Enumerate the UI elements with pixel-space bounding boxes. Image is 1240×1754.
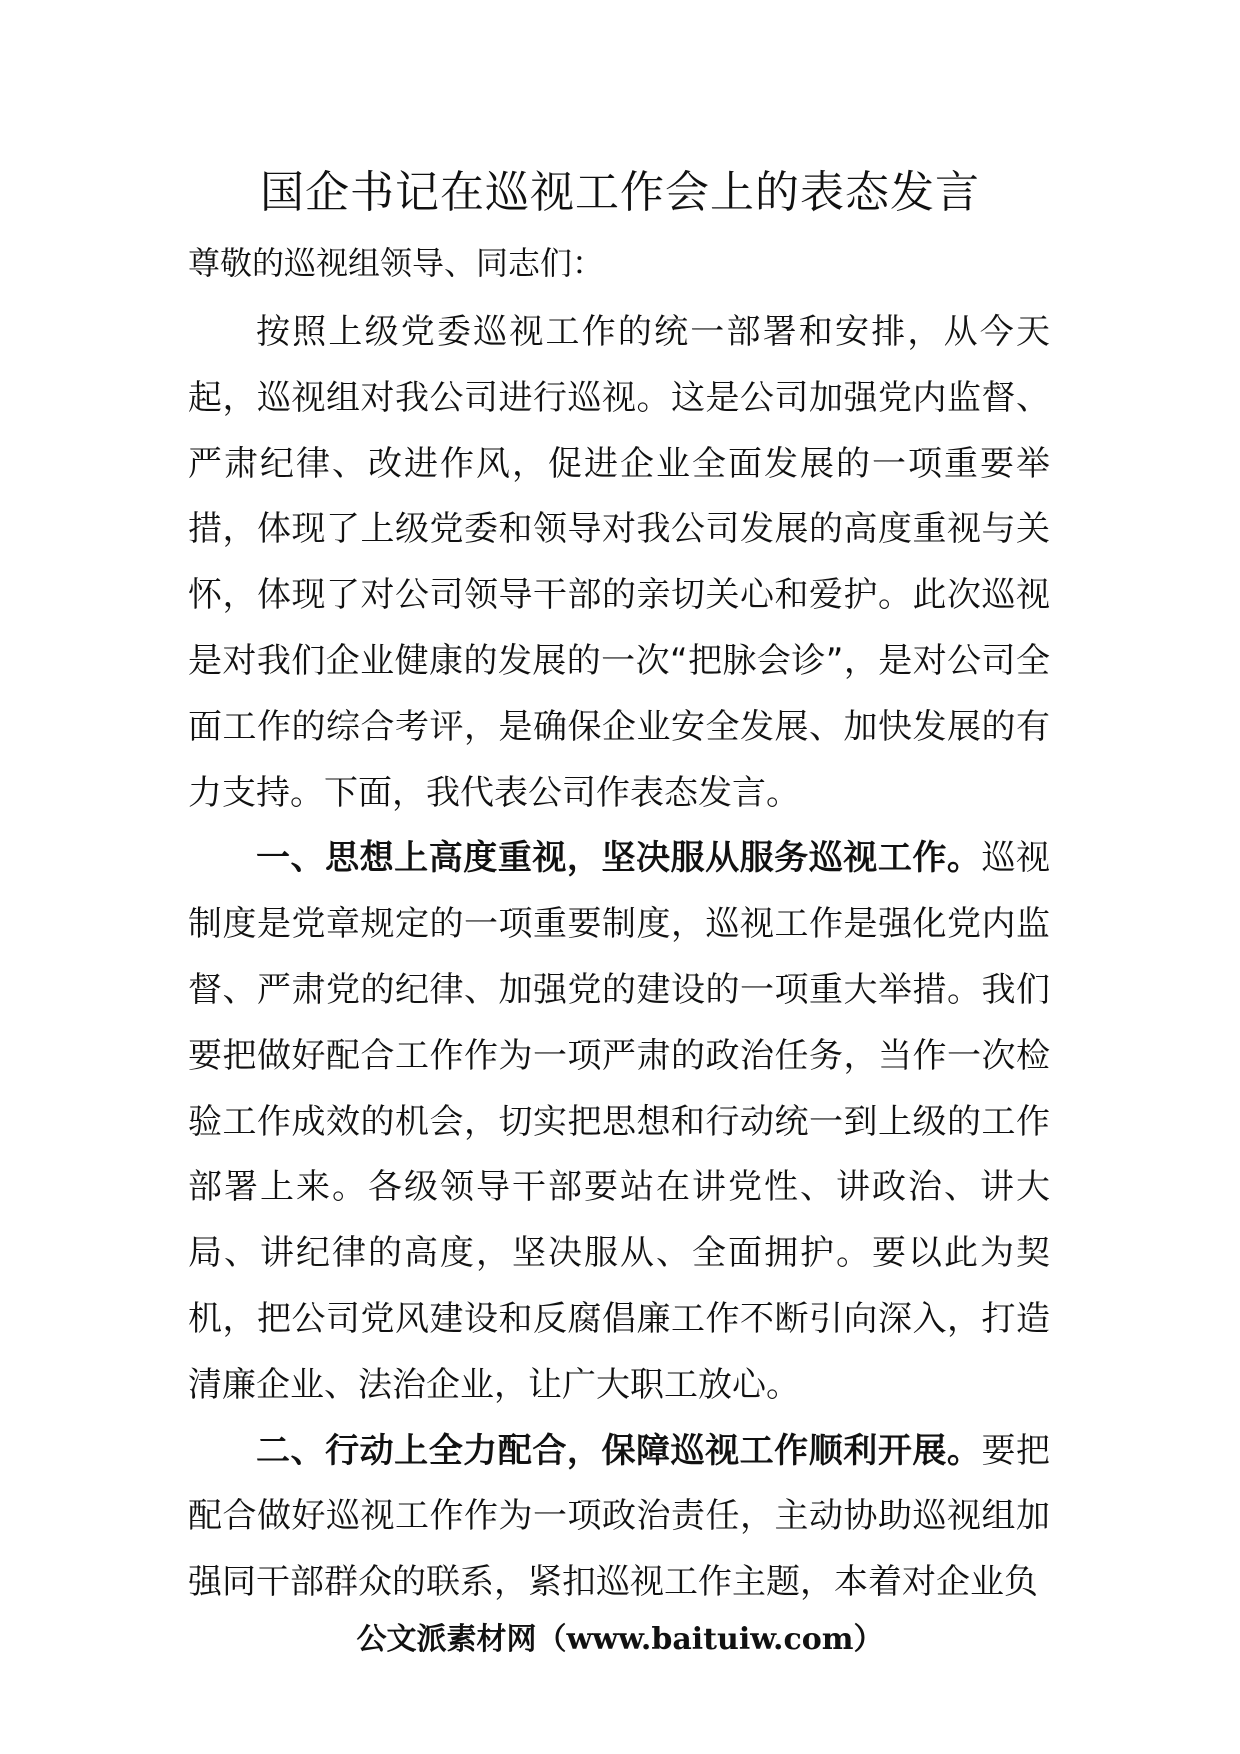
paragraph-section-one [188,826,1050,1418]
section-heading: 一、思想上高度重视，坚决服从服务巡视工作。 [256,838,982,879]
footer-watermark: 公文派素材网（www.baituiw.com） [356,1622,884,1657]
paragraph-text: 按照上级党委巡视工作的统一部署和安排，从今天起，巡视组对我公司进行巡视。这是公司加强党内监督、严肃纪律、改进作风，促进企业全面发展的一项重要举措，体现了上级党委和领导对我公司发展的高度重视与关怀，体现了对公司领导干部的亲切关心和爱护。此次巡视是对我们企业健康的发展的一次“把脉会诊”，是对公司全面工作的综合考评，是确保企业安全发展、加快发展的有力支持。下面，我代表公司作表态发言。 [188,312,1050,813]
document-body [188,300,1050,1616]
paragraph-intro [188,300,1050,826]
section-heading: 二、行动上全力配合，保障巡视工作顺利开展。 [256,1430,982,1471]
document-title: 国企书记在巡视工作会上的表态发言 [260,167,980,218]
paragraph-text: 要把配合做好巡视工作作为一项政治责任，主动协助巡视组加强同干部群众的联系，紧扣巡视工作主题，本着对企业负 [188,1430,1050,1603]
paragraph-section-two [188,1419,1050,1616]
salutation: 尊敬的巡视组领导、同志们： [188,244,605,282]
paragraph-text: 巡视制度是党章规定的一项重要制度，巡视工作是强化党内监督、严肃党的纪律、加强党的建设的一项重大举措。我们要把做好配合工作作为一项严肃的政治任务，当作一次检验工作成效的机会，切实把思想和行动统一到上级的工作部署上来。各级领导干部要站在讲党性、讲政治、讲大局、讲纪律的高度，坚决服从、全面拥护。要以此为契机，把公司党风建设和反腐倡廉工作不断引向深入，打造清廉企业、法治企业，让广大职工放心。 [188,838,1050,1405]
